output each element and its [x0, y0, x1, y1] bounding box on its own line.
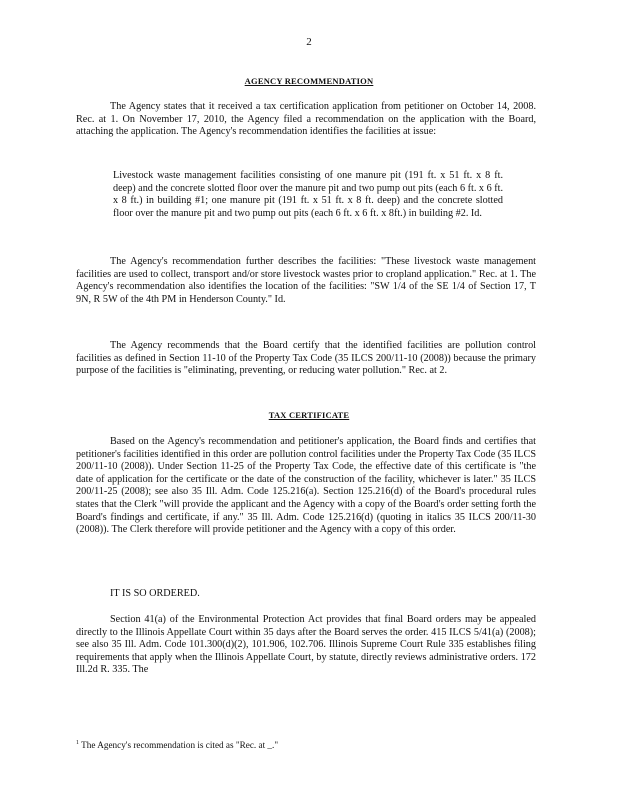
- agency-paragraph-2: The Agency's recommendation further describes the facilities: "These livestock waste management facilities are used to collect, transport and/or store livestock wastes prior to cropland application." Rec. at 1. The Agency's recommendation also identifies the location of the facilities: "SW 1/4 of the SE 1/4 of Section 17, T 9N, R 5W of the 4th PM in Henderson County." Id.: [76, 256, 536, 305]
- agency-paragraph-1: The Agency states that it received a tax certification application from petitioner on October 14, 2008. Rec. at 1. On November 17, 2010, the Agency filed a recommendation on the application with the Board, attaching the application. The Agency's recommendation identifies the facilities at issue:: [76, 101, 536, 138]
- tax-certificate-paragraph: Based on the Agency's recommendation and petitioner's application, the Board finds and certifies that petitioner's facilities identified in this order are pollution control facilities under the Property Tax Code (35 ILCS 200/11-10 (2008)). Under Section 11-25 of the Property Tax Code, the effective date of this certificate is "the date of application for the certificate or the date of the construction of the facility, whichever is later." 35 ILCS 200/11-25 (2008); see also 35 Ill. Adm. Code 125.216(a). Section 125.216(d) of the Board's procedural rules states that the Clerk "will provide the applicant and the Agency with a copy of the Board's order setting forth the Board's findings and certificate, if any." 35 Ill. Adm. Code 125.216(d) (quoting in italics 35 ILCS 200/11-30 (2008)). The Clerk therefore will provide petitioner and the Agency with a copy of this order.: [76, 436, 536, 536]
- footnote-marker: 1: [76, 740, 79, 746]
- agency-recommendation-heading: AGENCY RECOMMENDATION: [244, 76, 374, 86]
- tax-certificate-heading: TAX CERTIFICATE: [268, 410, 350, 420]
- footnote: [76, 740, 536, 750]
- appeal-paragraph: Section 41(a) of the Environmental Protection Act provides that final Board orders may be appealed directly to the Illinois Appellate Court within 35 days after the Board serves the order. 415 ILCS 5/41(a) (2008); see also 35 Ill. Adm. Code 101.300(d)(2), 101.906, 102.706. Illinois Supreme Court Rule 335 establishes filing requirements that apply when the Illinois Appellate Court, by statute, directly reviews administrative orders. 172 Ill.2d R. 335. The: [76, 614, 536, 676]
- footnote-text: The Agency's recommendation is cited as "Rec. at _.": [81, 740, 279, 751]
- page-number: 2: [306, 36, 312, 48]
- so-ordered-line: IT IS SO ORDERED.: [110, 588, 200, 599]
- facilities-block-quote: Livestock waste management facilities consisting of one manure pit (191 ft. x 51 ft. x 8 ft. deep) and the concrete slotted floor over the manure pit and two pump out pits (each 6 ft. x 6 ft. x 8 ft.) in building #1; one manure pit (191 ft. x 51 ft. x 8 ft. deep) and the concrete slotted floor over the manure pit and two pump out pits (each 6 ft. x 6 ft. x 8ft.) in building #2. Id.: [113, 170, 503, 219]
- agency-paragraph-3: The Agency recommends that the Board certify that the identified facilities are pollution control facilities as defined in Section 11-10 of the Property Tax Code (35 ILCS 200/11-10 (2008)) because the primary purpose of the facilities is "eliminating, preventing, or reducing water pollution." Rec. at 2.: [76, 340, 536, 377]
